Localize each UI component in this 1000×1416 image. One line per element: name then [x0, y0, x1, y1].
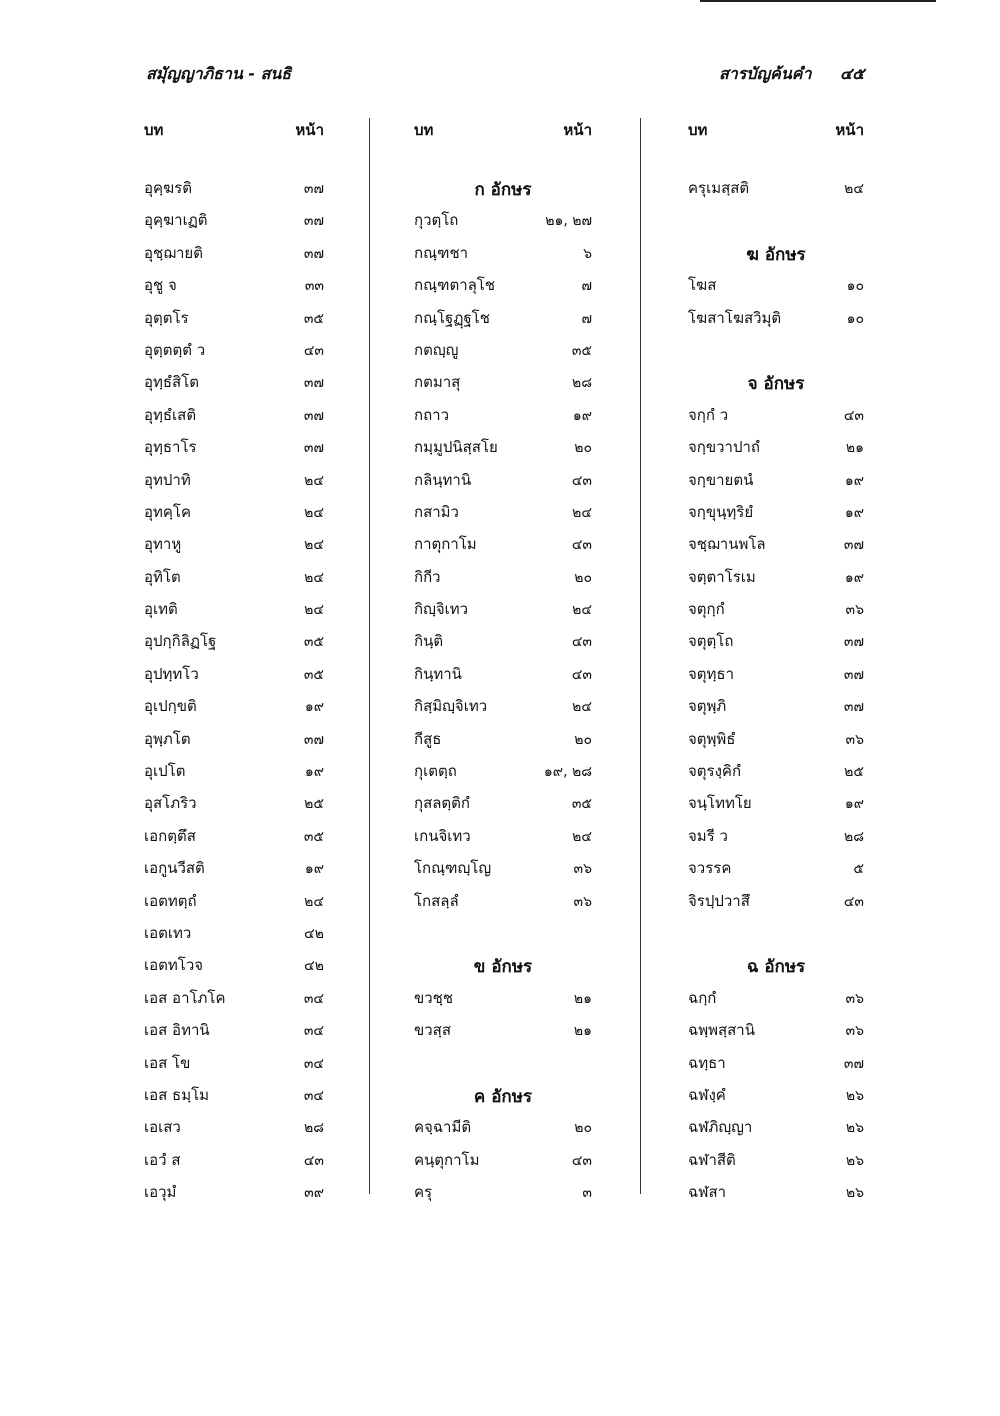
- index-entry: [144, 986, 324, 1018]
- term-header: บท: [414, 121, 434, 139]
- running-head-right: สารบัญค้นคำ: [719, 64, 812, 83]
- entry-term: เอส โข: [144, 1053, 191, 1072]
- entry-term: กตมาสุ: [414, 373, 461, 392]
- index-entry: [414, 435, 592, 467]
- entry-term: ฉฬงฺคํ: [688, 1085, 726, 1104]
- index-entry: [688, 597, 864, 629]
- entry-page: ๓๙: [304, 1185, 324, 1202]
- entry-term: กุสลตฺติกํ: [414, 794, 470, 813]
- entry-term: จมรี ว: [688, 826, 728, 845]
- entry-page: ๔๓: [571, 537, 592, 554]
- entry-page: ๒๔: [304, 504, 324, 521]
- entry-term: คนฺตุกาโม: [414, 1150, 480, 1169]
- index-entry: [144, 597, 324, 629]
- entry-term: กินฺทานิ: [414, 664, 462, 683]
- index-entry: [688, 1180, 864, 1212]
- column-header: [688, 118, 864, 176]
- index-entry: [144, 532, 324, 564]
- entry-page: ๓๖: [845, 731, 864, 748]
- entry-term: เอเสว: [144, 1118, 181, 1137]
- index-entry: [144, 435, 324, 467]
- entry-page: ๓๗: [303, 181, 324, 197]
- entry-term: จกฺขวาปาถํ: [688, 438, 760, 457]
- index-entry: [144, 273, 324, 305]
- index-entry: [414, 889, 592, 921]
- index-entry: [414, 338, 592, 370]
- index-entry: [688, 468, 864, 500]
- entry-page: ๒๐: [574, 569, 592, 586]
- entry-page: ๔๓: [843, 893, 864, 910]
- index-entry: [688, 273, 864, 305]
- entry-term: โฆส: [688, 276, 717, 295]
- index-entry: [414, 306, 592, 338]
- entry-term: กุเตตฺถ: [414, 762, 457, 781]
- index-entry: [414, 1180, 592, 1212]
- letter-section-heading: ค อักษร: [473, 1086, 533, 1107]
- entry-term: กสามิว: [414, 502, 459, 521]
- entry-page: ๑๐: [846, 310, 864, 327]
- entry-page: ๒๖: [845, 1087, 864, 1104]
- entry-page: ๒๐: [574, 440, 592, 457]
- running-head-left: สมุัญญาภิธาน - สนธิ: [146, 64, 292, 83]
- page-header: หน้า: [835, 121, 864, 139]
- entry-page: ๒๖: [845, 1152, 864, 1169]
- entry-page: ๔๒: [304, 925, 324, 942]
- entry-page: ๑๙: [304, 861, 324, 878]
- entry-page: ๕: [853, 861, 864, 878]
- entry-term: ฉกฺกํ: [688, 988, 717, 1007]
- entry-page: ๓๕: [303, 634, 324, 651]
- entry-term: ขวสฺส: [414, 1021, 451, 1040]
- entry-page: ๒๔: [304, 569, 324, 586]
- index-entry: [144, 921, 324, 953]
- column-divider: [640, 118, 641, 1194]
- entry-term: เอตเทว: [144, 923, 192, 942]
- entry-page: ๔๒: [304, 958, 324, 975]
- page-number: ๔๕: [840, 64, 865, 83]
- index-entry: [414, 370, 592, 402]
- index-entry: [688, 759, 864, 791]
- entry-page: ๑๙, ๒๘: [543, 764, 592, 781]
- entry-term: กตญฺญู: [414, 340, 459, 359]
- entry-page: ๓๗: [303, 213, 324, 230]
- index-entry: [414, 791, 592, 823]
- entry-page: ๔๓: [571, 634, 592, 651]
- entry-term: กมฺมูปนิสฺสโย: [414, 438, 498, 457]
- entry-term: ขวชฺช: [414, 988, 454, 1007]
- letter-section-heading: ข อักษร: [473, 957, 533, 978]
- entry-page: ๔๓: [571, 472, 592, 489]
- entry-page: ๒๔: [304, 602, 324, 619]
- entry-page: ๓๗: [843, 666, 864, 683]
- entry-page: ๒๑, ๒๗: [545, 213, 592, 230]
- index-entry: [144, 1051, 324, 1083]
- entry-term: กณฺฑตาลุโช: [414, 276, 496, 295]
- index-entry: [688, 856, 864, 888]
- index-entry: [414, 273, 592, 305]
- index-column-1: [144, 118, 324, 1213]
- index-entry: [144, 662, 324, 694]
- entry-term: ฉพฺพสฺสานิ: [688, 1021, 755, 1040]
- index-entry: [144, 241, 324, 273]
- entry-term: กิสฺมิญฺจิเทว: [414, 697, 488, 716]
- entry-page: ๒๔: [304, 537, 324, 554]
- entry-term: จตุพฺพิธํ: [688, 729, 736, 748]
- entry-page: ๒๑: [845, 440, 864, 457]
- index-entry: [144, 629, 324, 661]
- entry-term: อุชู จ: [144, 276, 177, 295]
- entry-term: กาตุกาโม: [414, 535, 477, 554]
- entry-page: ๓๔: [303, 1023, 324, 1040]
- entry-page: ๒๑: [573, 990, 592, 1007]
- entry-term: อุทฺธาโร: [144, 438, 197, 457]
- entry-term: เอตทโวจ: [144, 956, 204, 975]
- entry-page: ๒๐: [574, 1120, 592, 1137]
- entry-term: จกฺขุนฺทฺริยํ: [688, 502, 754, 521]
- entry-page: ๖: [583, 245, 592, 262]
- entry-term: จิรปฺปวาสึ: [688, 891, 750, 910]
- entry-page: ๑๙: [844, 504, 864, 521]
- index-entry: [688, 694, 864, 726]
- entry-page: ๒๔: [572, 828, 592, 845]
- spacer: [414, 1051, 592, 1083]
- index-entry: [414, 597, 592, 629]
- entry-term: อุคฺฆรติ: [144, 179, 192, 197]
- index-entry: [414, 565, 592, 597]
- entry-term: คจฺฉามีติ: [414, 1118, 472, 1137]
- index-entry: [688, 824, 864, 856]
- entry-term: โกณฺฑญฺโญ: [414, 859, 492, 878]
- entry-page: ๓๔: [303, 1055, 324, 1072]
- entry-page: ๒๕: [304, 796, 324, 813]
- index-entry: [414, 1018, 592, 1050]
- entry-term: เอวุมํ: [144, 1183, 177, 1202]
- index-entry: [414, 824, 592, 856]
- entry-term: ครุ: [414, 1183, 433, 1202]
- entry-term: กุวตฺโถ: [414, 211, 459, 230]
- entry-term: จกฺกํ ว: [688, 405, 729, 424]
- index-entry: [688, 435, 864, 467]
- entry-term: จตุทฺธา: [688, 664, 734, 683]
- index-entry: [144, 370, 324, 402]
- entry-term: ฉทฺธา: [688, 1053, 726, 1072]
- entry-page: ๗: [581, 310, 592, 327]
- index-entry: [688, 1018, 864, 1050]
- entry-term: อุตฺตตฺตํ ว: [144, 340, 206, 359]
- index-entry: [144, 1018, 324, 1050]
- entry-term: เอส อิทานิ: [144, 1021, 210, 1040]
- index-entry: [144, 759, 324, 791]
- entry-term: จตุรงฺคิกํ: [688, 762, 742, 781]
- entry-page: ๓๕: [303, 310, 324, 327]
- entry-term: เอส อาโภโค: [144, 988, 226, 1007]
- entry-page: ๓๗: [843, 699, 864, 716]
- index-entry: [144, 338, 324, 370]
- index-entry: [144, 694, 324, 726]
- index-entry: [688, 629, 864, 661]
- entry-page: ๓๗: [843, 537, 864, 554]
- entry-page: ๑๙: [572, 407, 592, 424]
- index-entry: [688, 1115, 864, 1147]
- entry-page: ๒๔: [844, 181, 864, 197]
- index-entry: [688, 1148, 864, 1180]
- index-entry: [414, 532, 592, 564]
- entry-term: กถาว: [414, 405, 450, 424]
- entry-term: โฆสาโฆสวิมุติ: [688, 308, 782, 327]
- entry-page: ๓๖: [573, 893, 592, 910]
- index-entry: [144, 856, 324, 888]
- entry-term: อุทปาทิ: [144, 470, 191, 489]
- entry-page: ๓๔: [303, 990, 324, 1007]
- index-entry: [144, 1148, 324, 1180]
- entry-page: ๓๗: [303, 245, 324, 262]
- index-entry: [414, 1148, 592, 1180]
- column-header: [144, 118, 324, 176]
- entry-page: ๗: [581, 278, 592, 295]
- entry-term: อุเปโต: [144, 762, 186, 781]
- top-rule: [700, 0, 936, 2]
- entry-term: จชฺฌานพโล: [688, 535, 766, 554]
- entry-page: ๒๘: [843, 828, 864, 845]
- spacer: [414, 921, 592, 953]
- spacer: [688, 338, 864, 370]
- entry-term: กินฺติ: [414, 632, 444, 651]
- index-entry: [144, 468, 324, 500]
- entry-page: ๑๙: [844, 569, 864, 586]
- entry-page: ๓๔: [303, 1087, 324, 1104]
- index-entry: [414, 403, 592, 435]
- index-entry: [144, 1083, 324, 1115]
- entry-page: ๓๖: [845, 1023, 864, 1040]
- entry-page: ๓๗: [303, 407, 324, 424]
- term-header: บท: [688, 121, 708, 139]
- entry-term: อุตฺตโร: [144, 308, 189, 327]
- entry-page: ๓๕: [571, 342, 592, 359]
- index-entry: [414, 468, 592, 500]
- entry-page: ๔๓: [303, 1152, 324, 1169]
- index-entry: [688, 889, 864, 921]
- index-entry: [144, 889, 324, 921]
- index-entry: [144, 403, 324, 435]
- index-entry: [414, 727, 592, 759]
- entry-page: ๒๔: [572, 699, 592, 716]
- entry-term: กลินฺทานิ: [414, 470, 472, 489]
- entry-term: จตุกฺกํ: [688, 600, 725, 619]
- index-entry: [414, 694, 592, 726]
- index-entry: [144, 1115, 324, 1147]
- index-entry: [688, 1051, 864, 1083]
- entry-term: อุปกฺกิลิฏโฐ: [144, 632, 217, 651]
- entry-page: ๒๖: [845, 1185, 864, 1202]
- entry-page: ๓๗: [303, 731, 324, 748]
- entry-page: ๑๙: [304, 699, 324, 716]
- entry-page: ๑๙: [844, 472, 864, 489]
- entry-page: ๓๓: [304, 278, 324, 295]
- entry-term: กีสูธ: [414, 729, 442, 748]
- page-header: หน้า: [563, 121, 592, 139]
- entry-page: ๓: [582, 1185, 592, 1202]
- entry-term: จตุพฺภิ: [688, 697, 727, 716]
- entry-term: เอส ธมฺโม: [144, 1085, 210, 1104]
- entry-term: จตุตฺโถ: [688, 632, 734, 651]
- letter-section-heading: ฆ อักษร: [746, 244, 806, 265]
- index-entry: [688, 565, 864, 597]
- index-entry: [144, 500, 324, 532]
- letter-section-heading: จ อักษร: [747, 374, 805, 395]
- index-entry: [688, 791, 864, 823]
- index-entry: [144, 176, 324, 208]
- entry-page: ๒๔: [304, 893, 324, 910]
- index-entry: [688, 1083, 864, 1115]
- entry-page: ๔๓: [303, 342, 324, 359]
- entry-page: ๓๗: [303, 440, 324, 457]
- index-entry: [414, 986, 592, 1018]
- index-entry: [414, 662, 592, 694]
- entry-page: ๓๖: [845, 990, 864, 1007]
- index-entry: [414, 856, 592, 888]
- index-entry: [414, 241, 592, 273]
- index-column-2: [414, 118, 592, 1213]
- entry-term: ฉฬาสีติ: [688, 1150, 736, 1169]
- entry-term: อุปทฺทโว: [144, 664, 199, 683]
- entry-page: ๓๗: [843, 634, 864, 651]
- page-header: หน้า: [295, 121, 324, 139]
- entry-page: ๒๔: [572, 602, 592, 619]
- entry-page: ๓๖: [573, 861, 592, 878]
- index-entry: [144, 565, 324, 597]
- entry-term: อุทาหู: [144, 535, 182, 554]
- letter-section-heading: ฉ อักษร: [746, 957, 806, 978]
- index-entry: [688, 403, 864, 435]
- entry-term: กณฺฑชา: [414, 243, 469, 262]
- index-entry: [688, 532, 864, 564]
- column-header: [414, 118, 592, 176]
- entry-page: ๔๓: [571, 1152, 592, 1169]
- index-entry: [688, 727, 864, 759]
- entry-term: เอกูนวีสติ: [144, 859, 205, 878]
- entry-page: ๒๘: [303, 1120, 324, 1137]
- entry-term: อุสโภริว: [144, 794, 197, 813]
- entry-term: อุเปกฺขติ: [144, 697, 197, 716]
- entry-term: เอตทตฺถํ: [144, 891, 197, 910]
- entry-term: อุทฺธํเสติ: [144, 405, 197, 424]
- index-entry: [144, 727, 324, 759]
- column-divider: [369, 118, 370, 1194]
- index-entry: [144, 953, 324, 985]
- entry-page: ๒๕: [844, 764, 864, 781]
- index-entry: [688, 986, 864, 1018]
- index-entry: [144, 1180, 324, 1212]
- entry-page: ๒๖: [845, 1120, 864, 1137]
- entry-page: ๓๕: [303, 666, 324, 683]
- entry-page: ๓๖: [845, 602, 864, 619]
- entry-term: เอกตฺตึส: [144, 826, 196, 845]
- entry-term: อุทคฺโค: [144, 502, 192, 521]
- entry-term: จนฺโททโย: [688, 794, 752, 813]
- index-entry: [414, 759, 592, 791]
- entry-term: อุทฺธํสิโต: [144, 373, 200, 392]
- entry-page: ๔๓: [843, 407, 864, 424]
- entry-term: จกฺขายตนํ: [688, 470, 754, 489]
- entry-page: ๒๔: [572, 504, 592, 521]
- entry-page: ๑๙: [844, 796, 864, 813]
- entry-page: ๓๗: [303, 375, 324, 392]
- entry-term: อุชฺฌายติ: [144, 243, 203, 262]
- index-entry: [414, 1115, 592, 1147]
- entry-term: เกนจิเทว: [414, 826, 471, 845]
- entry-page: ๒๑: [573, 1023, 592, 1040]
- spacer: [688, 921, 864, 953]
- entry-page: ๓๕: [303, 828, 324, 845]
- index-entry: [688, 662, 864, 694]
- entry-term: กิกีว: [414, 567, 441, 586]
- entry-term: โกสลฺลํ: [414, 891, 459, 910]
- index-entry: [414, 500, 592, 532]
- entry-term: เอวํ ส: [144, 1150, 181, 1169]
- entry-term: ฉฬภิญฺญา: [688, 1118, 753, 1137]
- entry-term: กณฺโฐฏฺฐโช: [414, 308, 490, 327]
- index-entry: [688, 500, 864, 532]
- entry-page: ๑๙: [304, 764, 324, 781]
- term-header: บท: [144, 121, 164, 139]
- index-entry: [414, 629, 592, 661]
- entry-term: อุพฺภโต: [144, 729, 191, 748]
- entry-term: ครุเมสฺสติ: [688, 179, 750, 197]
- index-entry: [144, 208, 324, 240]
- entry-page: ๓๗: [843, 1055, 864, 1072]
- entry-term: อุเทติ: [144, 600, 178, 619]
- entry-page: ๑๐: [846, 278, 864, 295]
- index-entry: [144, 824, 324, 856]
- index-column-3: [688, 118, 864, 1213]
- entry-page: ๒๔: [304, 472, 324, 489]
- entry-term: กิญฺจิเทว: [414, 600, 469, 619]
- entry-term: ฉฬสา: [688, 1183, 727, 1202]
- index-entry: [144, 306, 324, 338]
- entry-term: อุทิโต: [144, 567, 181, 586]
- entry-term: อุคฺฆาเฏติ: [144, 211, 208, 230]
- index-entry: [688, 306, 864, 338]
- entry-term: จตฺตาโรเม: [688, 567, 756, 586]
- index-entry: [144, 791, 324, 823]
- entry-page: ๒๘: [571, 375, 592, 392]
- index-entry: [688, 176, 864, 208]
- entry-page: ๒๐: [574, 731, 592, 748]
- index-entry: [414, 208, 592, 240]
- spacer: [688, 208, 864, 240]
- entry-term: จวรรค: [688, 859, 732, 878]
- entry-page: ๓๕: [571, 796, 592, 813]
- letter-section-heading: ก อักษร: [474, 180, 532, 200]
- entry-page: ๔๓: [571, 666, 592, 683]
